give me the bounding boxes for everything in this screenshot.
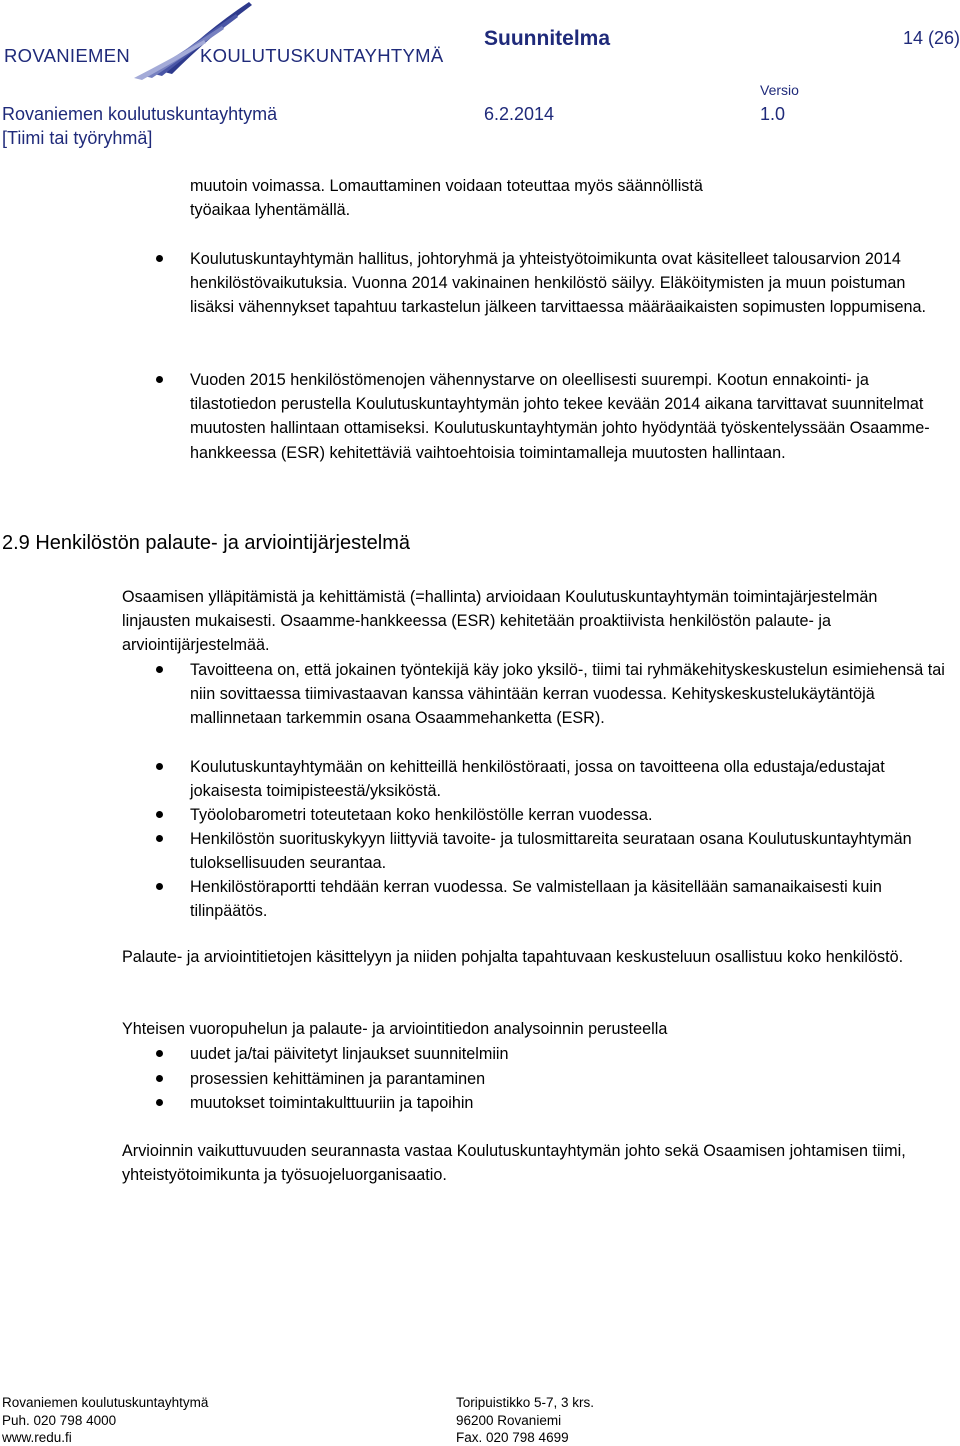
intro-paragraph: Osaamisen ylläpitämistä ja kehittämistä (=hallinta) arvioidaan Koulutuskuntayhtymän toimintajärjestelmän linjausten mukaisesti. Osaamme-hankkeessa (ESR) kehitetään proaktiivista henkilöstön palaute- ja arviointijärjestelmää. xyxy=(122,588,878,655)
header-date: 6.2.2014 xyxy=(484,104,555,124)
list-item-text: Koulutuskuntayhtymän hallitus, johtoryhmä ja yhteistyötoimikunta ovat käsitelleet talousarvion 2014 henkilöstövaikutuksia. Vuonna 2014 vakinainen henkilöstö säilyy. Eläköitymisten ja muun poistuman lisäksi vähennykset tapahtuu tarkastelun jälkeen tarvittaessa määräaikaisten sopimusten loppumisena. xyxy=(190,250,927,317)
list-item-text: uudet ja/tai päivitetyt linjaukset suunnitelmiin xyxy=(190,1045,509,1063)
footer-address-2: 96200 Rovaniemi xyxy=(456,1413,562,1428)
logo-swoosh-icon xyxy=(4,2,444,80)
logo-text-left: ROVANIEMEN xyxy=(4,45,131,66)
bullet-dot-icon xyxy=(156,883,163,890)
bullet-dot-icon xyxy=(156,1050,163,1057)
list-item-text: Vuoden 2015 henkilöstömenojen vähennystarve on oleellisesti suurempi. Kootun ennakointi- ja tilastotiedon perustella Koulutuskuntayhtymän johto tekee kevään 2014 aikana tarvittavat suunnitelmat muutosten hallintaan ottamiseksi. Koulutuskuntayhtymän johto hyödyntää työskentelyssään Osaamme-hankkeessa (ESR) kehitettäviä vaihtoehtoisia toimintamalleja muutosten hallintaan. xyxy=(190,371,930,462)
bullet-dot-icon xyxy=(156,763,163,770)
list-item-text: Työolobarometri toteutetaan koko henkilöstölle kerran vuodessa. xyxy=(190,806,653,824)
list-item-text: Henkilöstöraportti tehdään kerran vuodessa. Se valmistellaan ja käsitellään samanaikaisesti kuin tilinpäätös. xyxy=(190,878,882,921)
list-item-text: Koulutuskuntayhtymään on kehitteillä henkilöstöraati, jossa on tavoitteena olla edustaja/edustajat jokaisesta toimipisteestä/yksiköstä. xyxy=(190,758,885,801)
section-heading: 2.9 Henkilöstön palaute- ja arviointijärjestelmä xyxy=(2,532,410,554)
bullet-dot-icon xyxy=(156,666,163,673)
footer-address-1: Toripuistikko 5-7, 3 krs. xyxy=(456,1395,595,1410)
bullet-dot-icon xyxy=(156,376,163,383)
footer-phone: Puh. 020 798 4000 xyxy=(2,1413,117,1428)
feedback-paragraph: Palaute- ja arviointitietojen käsittelyyn ja niiden pohjalta tapahtuvaan keskusteluun osallistuu koko henkilöstö. xyxy=(122,948,904,966)
header-organization: Rovaniemen koulutuskuntayhtymä xyxy=(2,104,278,124)
version-label: Versio xyxy=(760,82,799,98)
list-item-text: Henkilöstön suorituskykyyn liittyviä tavoite- ja tulosmittareita seurataan osana Koulutuskuntayhtymän tuloksellisuuden seurantaa. xyxy=(190,830,912,873)
list-item-text: prosessien kehittäminen ja parantaminen xyxy=(190,1070,486,1088)
bullet-dot-icon xyxy=(156,1075,163,1082)
bullet-dot-icon xyxy=(156,255,163,262)
closing-paragraph: Arvioinnin vaikuttuvuuden seurannasta vastaa Koulutuskuntayhtymän johto sekä Osaamisen johtamisen tiimi, yhteistyötoimikunta ja työsuojeluorganisaatio. xyxy=(122,1142,906,1185)
footer-fax: Fax. 020 798 4699 xyxy=(456,1430,569,1445)
list-item-text: muutokset toimintakulttuuriin ja tapoihin xyxy=(190,1094,474,1112)
version-value: 1.0 xyxy=(760,104,786,124)
document-title: Suunnitelma xyxy=(484,27,611,50)
footer-org: Rovaniemen koulutuskuntayhtymä xyxy=(2,1395,209,1410)
continuation-paragraph: muutoin voimassa. Lomauttaminen voidaan toteuttaa myös säännöllistä työaikaa lyhentämällä. xyxy=(190,177,703,220)
list-item-text: Tavoitteena on, että jokainen työntekijä käy joko yksilö-, tiimi tai ryhmäkehityskeskustelun esimiehensä tai niin sovittaessa tiimivastaavan kanssa vähintään kerran vuodessa. Kehityskeskustelukäytäntöjä mallinnetaan tarkemmin osana Osaammehanketta (ESR). xyxy=(190,661,945,728)
bullet-dot-icon xyxy=(156,835,163,842)
logo-text-right: KOULUTUSKUNTAYHTYMÄ xyxy=(200,45,444,66)
bullet-dot-icon xyxy=(156,1099,163,1106)
team-placeholder: [Tiimi tai työryhmä] xyxy=(2,128,153,148)
bullet-dot-icon xyxy=(156,811,163,818)
dialogue-intro: Yhteisen vuoropuhelun ja palaute- ja arviointitiedon analysoinnin perusteella xyxy=(122,1020,668,1038)
page-number: 14 (26) xyxy=(902,28,960,48)
organization-logo xyxy=(4,2,444,80)
footer-web[interactable]: www.redu.fi xyxy=(2,1430,72,1445)
